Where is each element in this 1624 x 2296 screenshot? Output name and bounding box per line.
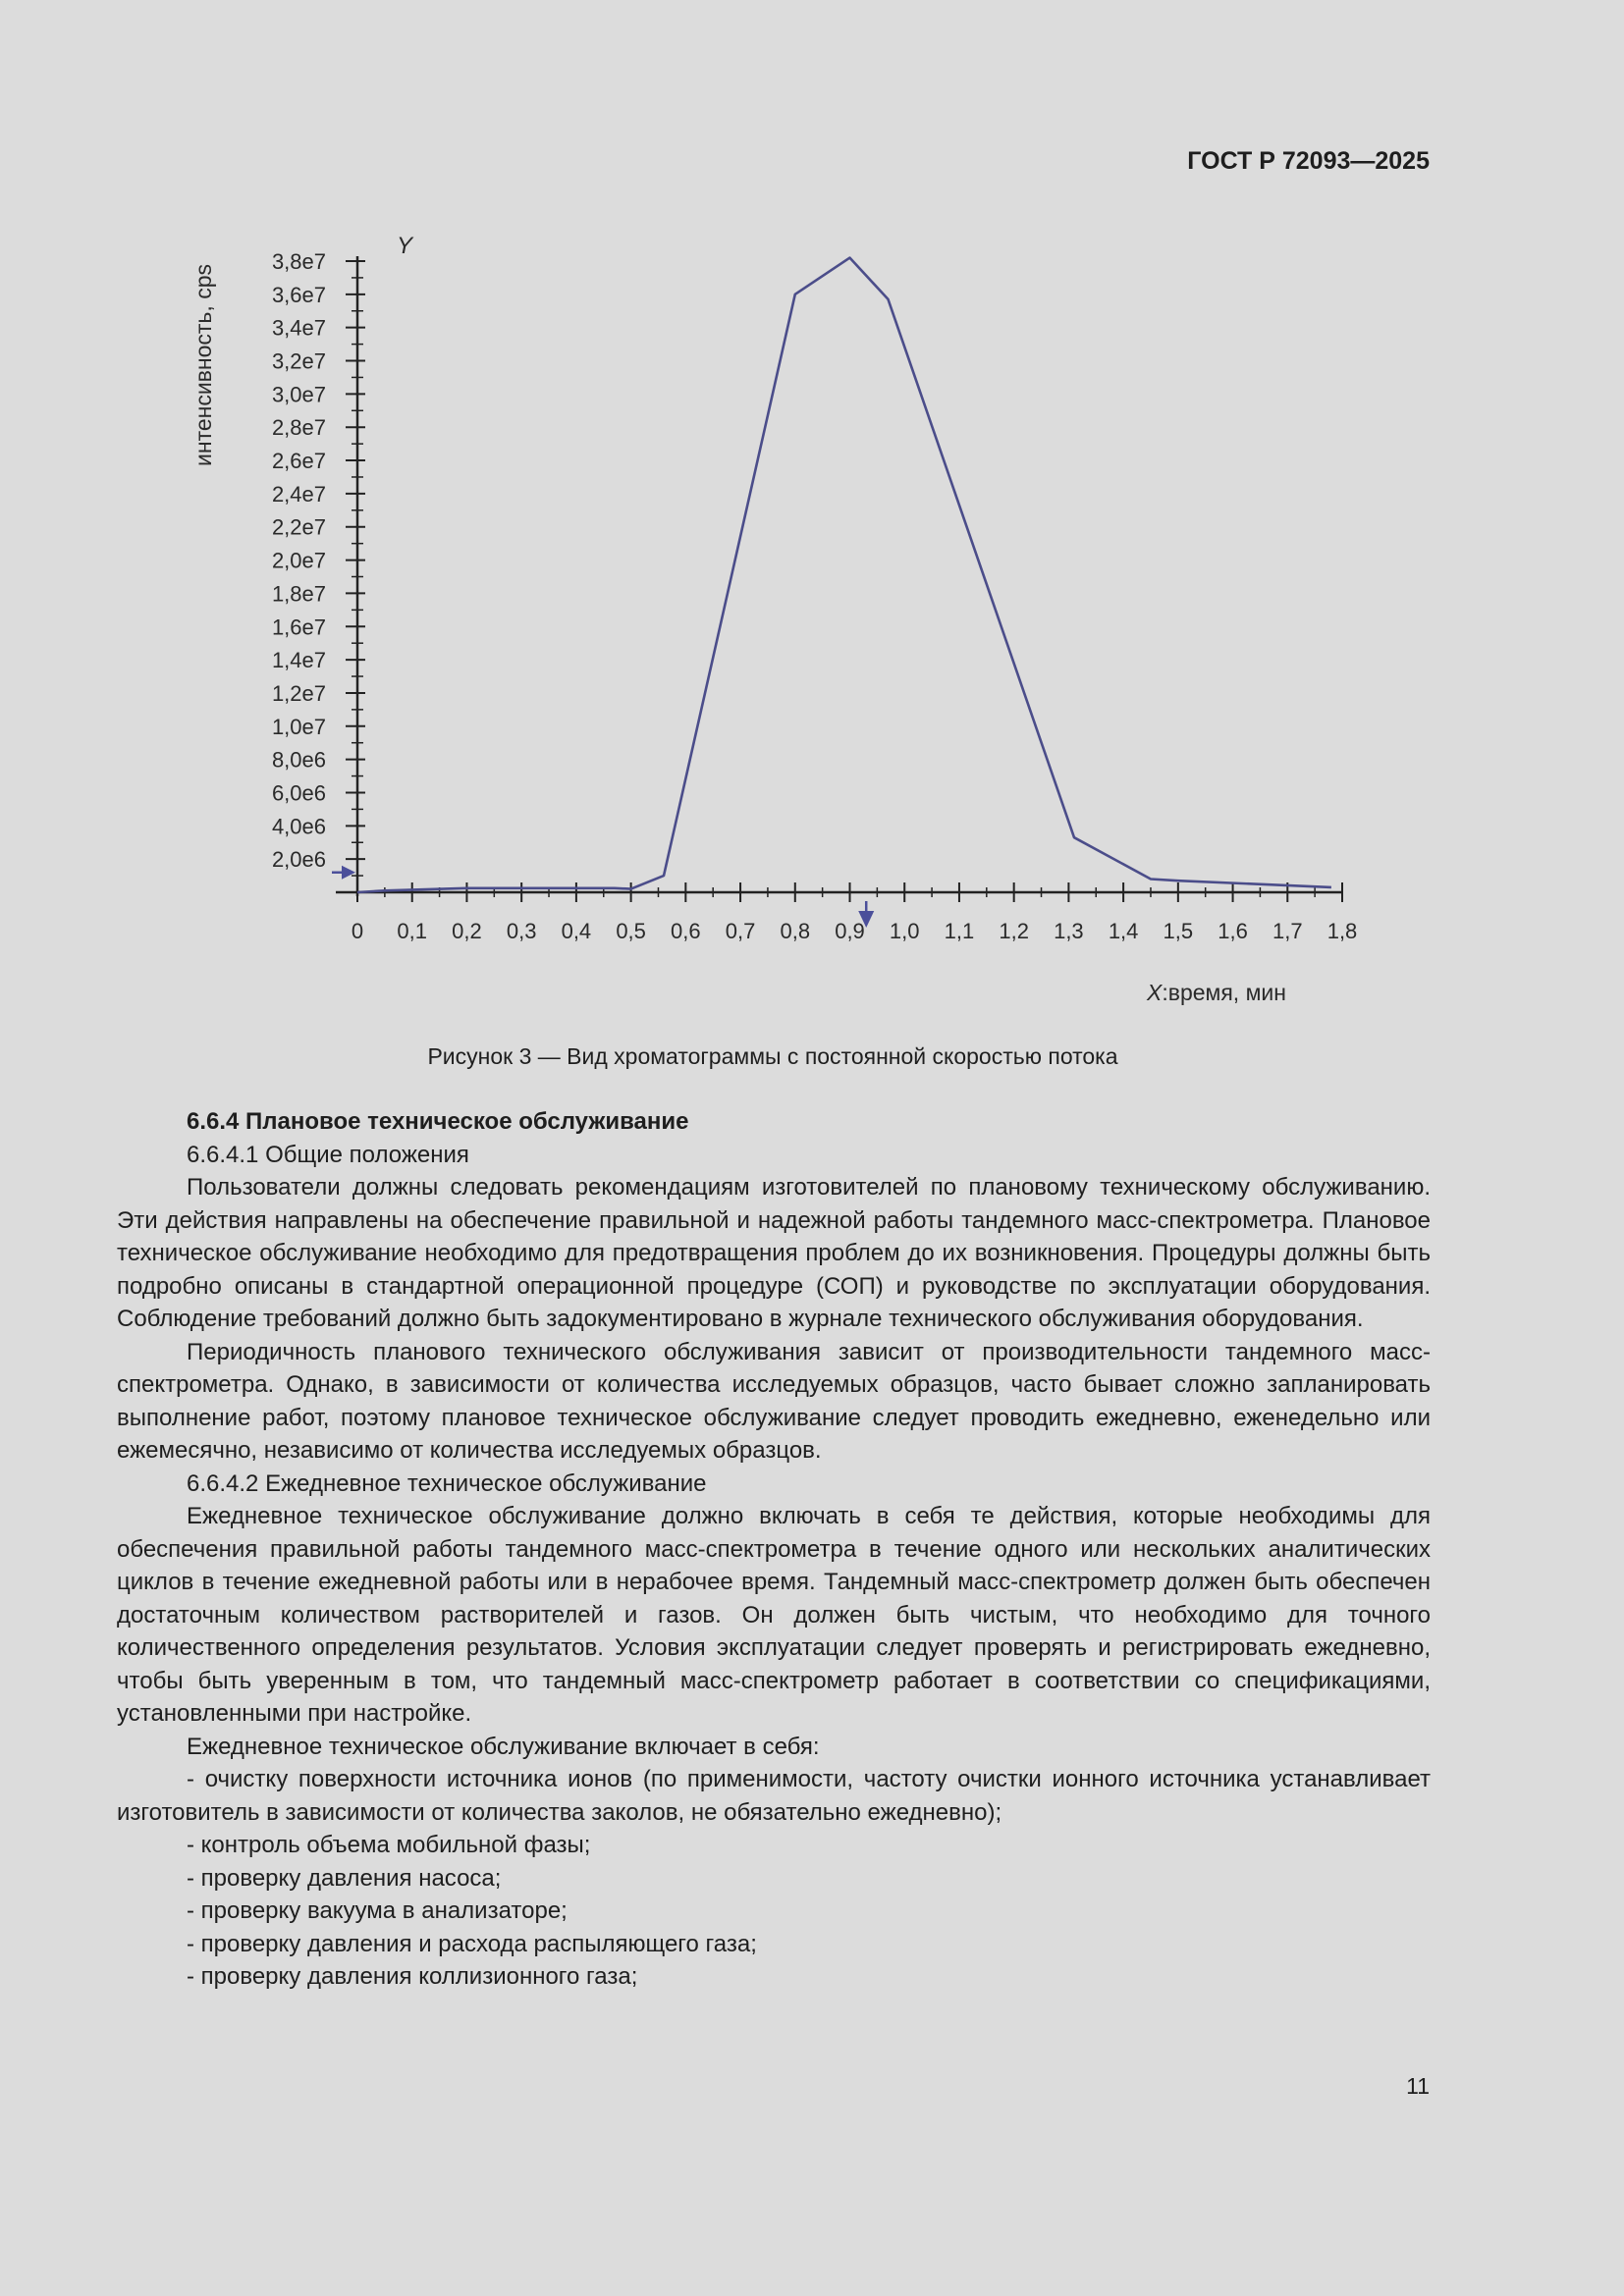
x-tick-label: 1,7 <box>1272 919 1303 943</box>
x-tick-label: 0,9 <box>835 919 865 943</box>
list-item: - проверку вакуума в анализаторе; <box>187 1897 568 1924</box>
list-item: - проверку давления насоса; <box>187 1864 502 1892</box>
y-tick-label: 4,0e6 <box>271 814 326 839</box>
subsection-title-daily: 6.6.4.2 Ежедневное техническое обслуживание <box>187 1469 707 1497</box>
x-tick-label: 1,3 <box>1054 919 1084 943</box>
x-tick-label: 1,6 <box>1218 919 1248 943</box>
x-tick-label: 0 <box>351 919 364 943</box>
x-tick-label: 0,5 <box>616 919 646 943</box>
x-tick-label: 1,1 <box>944 919 975 943</box>
y-arrow-marker <box>342 866 355 880</box>
x-tick-label: 0,3 <box>506 919 537 943</box>
x-tick-label: 1,0 <box>889 919 920 943</box>
y-tick-label: 2,2e7 <box>271 514 326 540</box>
chromatogram-line <box>357 258 1331 892</box>
section-heading: 6.6.4 Плановое техническое обслуживание <box>187 1108 689 1135</box>
x-axis-title: :время, мин <box>1162 980 1286 1005</box>
y-tick-label: 2,6e7 <box>271 449 326 474</box>
x-tick-label: 0,7 <box>725 919 756 943</box>
document-header: ГОСТ Р 72093—2025 <box>1187 147 1430 175</box>
figure-caption: Рисунок 3 — Вид хроматограммы с постоянной скоростью потока <box>427 1043 1118 1069</box>
paragraph: Периодичность планового технического обслуживания зависит от производительности тандемного масс-спектрометра. Однако, в зависимости от количества исследуемых образцов, часто бывает сложно запланировать выполнение работ, поэтому плановое техническое обслуживание следует проводить ежедневно, еженедельно или ежемесячно, независимо от количества исследуемых образцов. <box>117 1338 1431 1464</box>
subsection-title-general: 6.6.4.1 Общие положения <box>187 1141 469 1168</box>
y-tick-label: 1,2e7 <box>271 680 326 706</box>
x-tick-label: 1,5 <box>1163 919 1194 943</box>
list-item: - контроль объема мобильной фазы; <box>187 1832 591 1858</box>
paragraph: Ежедневное техническое обслуживание должно включать в себя те действия, которые необходимы для обеспечения правильной работы тандемного масс-спектрометра в течение одного или нескольких аналитических циклов в течение ежедневной работы или в нерабочее время. Тандемный масс-спектрометр должен быть обеспечен достаточным количеством растворителей и газов. Он должен быть чистым, что необходимо для точного количественного определения результатов. Условия эксплуатации следует проверять и регистрировать ежедневно, чтобы быть уверенным в том, что тандемный масс-спектрометр работает в соответствии со спецификациями, установленными при настройке. <box>117 1503 1431 1727</box>
x-tick-label: 0,1 <box>397 919 428 943</box>
list-item: - очистку поверхности источника ионов (по применимости, частоту очистки ионного источника устанавливает изготовитель в зависимости от количества заколов, не обязательно ежедневно); <box>117 1766 1431 1826</box>
y-tick-label: 2,8e7 <box>271 415 326 441</box>
y-tick-label: 8,0e6 <box>271 747 326 773</box>
y-tick-label: 3,0e7 <box>271 382 326 407</box>
x-tick-label: 0,6 <box>671 919 701 943</box>
y-tick-label: 2,0e7 <box>271 548 326 573</box>
x-tick-label: 1,2 <box>999 919 1029 943</box>
y-tick-label: 1,8e7 <box>271 581 326 607</box>
list-item: - проверку давления и расхода распыляющего газа; <box>187 1930 757 1957</box>
x-tick-label: 1,4 <box>1108 919 1139 943</box>
y-tick-label: 3,8e7 <box>271 249 326 274</box>
y-axis-label: интенсивность, cps <box>190 264 216 466</box>
chromatogram-chart <box>0 0 1624 1031</box>
y-tick-label: 2,0e6 <box>271 847 326 873</box>
x-tick-label: 0,2 <box>452 919 482 943</box>
x-axis-label <box>1146 980 1286 1005</box>
x-tick-label: 0,4 <box>561 919 592 943</box>
y-tick-label: 1,0e7 <box>271 714 326 739</box>
page-number: 11 <box>1406 2073 1430 2099</box>
x-tick-label: 1,8 <box>1326 919 1358 943</box>
list-item: - проверку давления коллизионного газа; <box>187 1963 638 1990</box>
y-tick-label: 3,4e7 <box>271 315 326 341</box>
y-tick-label: 2,4e7 <box>271 481 326 507</box>
y-tick-label: 3,2e7 <box>271 348 326 374</box>
y-axis-symbol: Y <box>397 233 413 259</box>
paragraph: Ежедневное техническое обслуживание включает в себя: <box>187 1733 820 1760</box>
y-tick-label: 1,6e7 <box>271 614 326 640</box>
y-tick-label: 3,6e7 <box>271 282 326 307</box>
y-tick-label: 6,0e6 <box>271 780 326 806</box>
y-tick-label: 1,4e7 <box>271 648 326 673</box>
body-text <box>117 1105 1431 1994</box>
paragraph: Пользователи должны следовать рекомендациям изготовителей по плановому техническому обслуживанию. Эти действия направлены на обеспечение правильной и надежной работы тандемного масс-спектрометра. Плановое техническое обслуживание необходимо для предотвращения проблем до их возникновения. Процедуры должны быть подробно описаны в стандартной операционной процедуре (СОП) и руководстве по эксплуатации оборудования. Соблюдение требований должно быть задокументировано в журнале технического обслуживания оборудования. <box>117 1174 1431 1332</box>
x-axis-symbol: X <box>1147 980 1163 1005</box>
x-tick-label: 0,8 <box>780 919 811 943</box>
